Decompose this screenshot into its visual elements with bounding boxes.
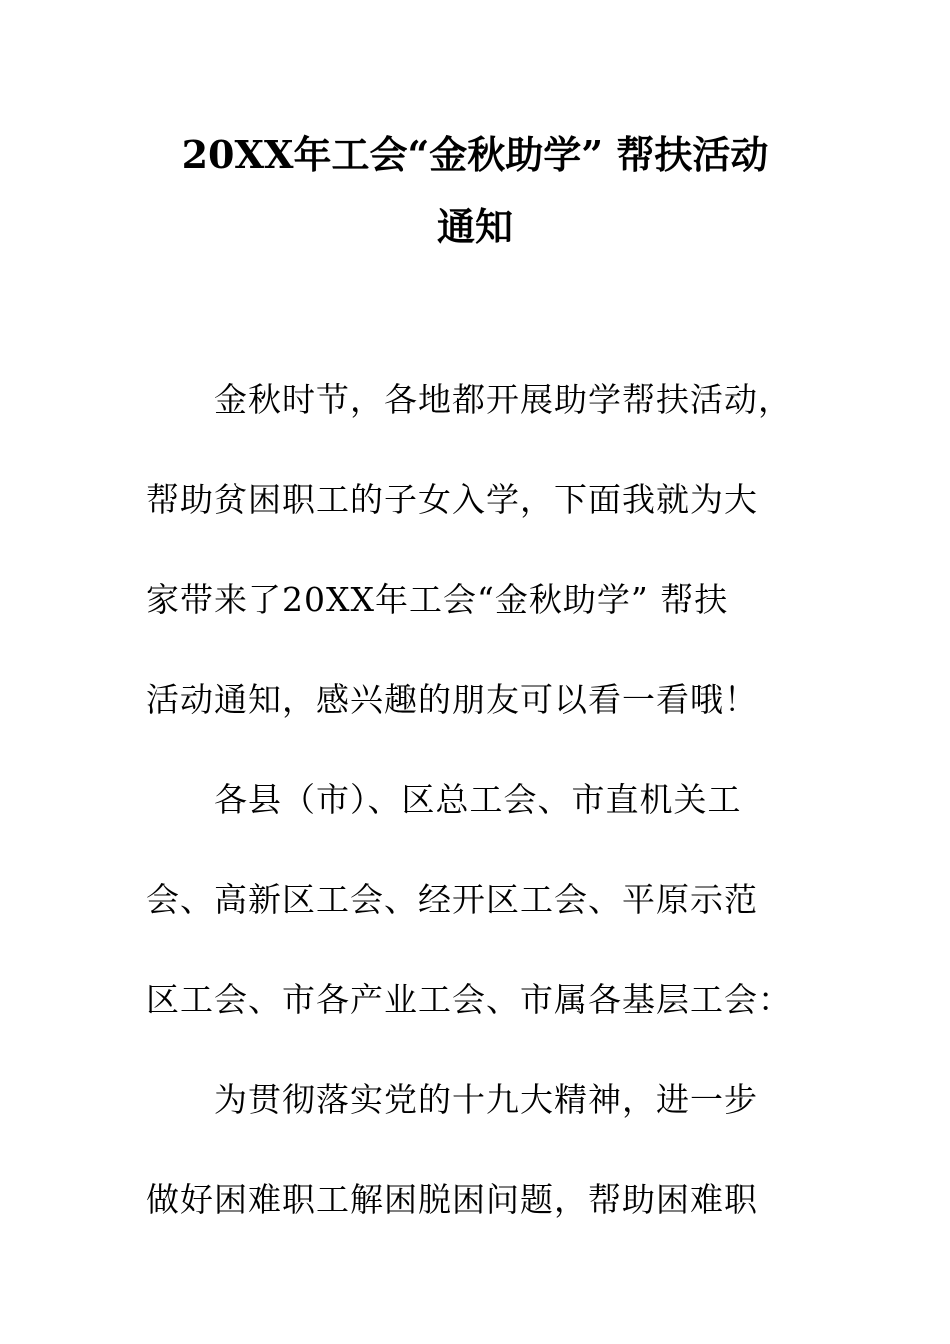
paragraph-2-line-1: 各县（市）、区总工会、市直机关工 [214,780,742,819]
paragraph-3-line-2: 做好困难职工解困脱困问题，帮助困难职 [146,1180,758,1219]
paragraph-2-line-2: 会、高新区工会、经开区工会、平原示范 [146,880,758,919]
document-title-line-2: 通知 [436,204,513,249]
paragraph-1-line-2: 帮助贫困职工的子女入学，下面我就为大 [146,480,758,519]
document-title-line-1: 20XX年工会“金秋助学” 帮扶活动 [181,132,769,177]
paragraph-3-line-1: 为贯彻落实党的十九大精神，进一步 [214,1080,758,1119]
paragraph-1-line-4: 活动通知，感兴趣的朋友可以看一看哦！ [146,680,758,719]
paragraph-1-line-1: 金秋时节，各地都开展助学帮扶活动， [214,380,792,419]
paragraph-1-line-3: 家带来了20XX年工会“金秋助学” 帮扶 [146,580,729,619]
paragraph-2-line-3: 区工会、市各产业工会、市属各基层工会： [146,980,792,1019]
